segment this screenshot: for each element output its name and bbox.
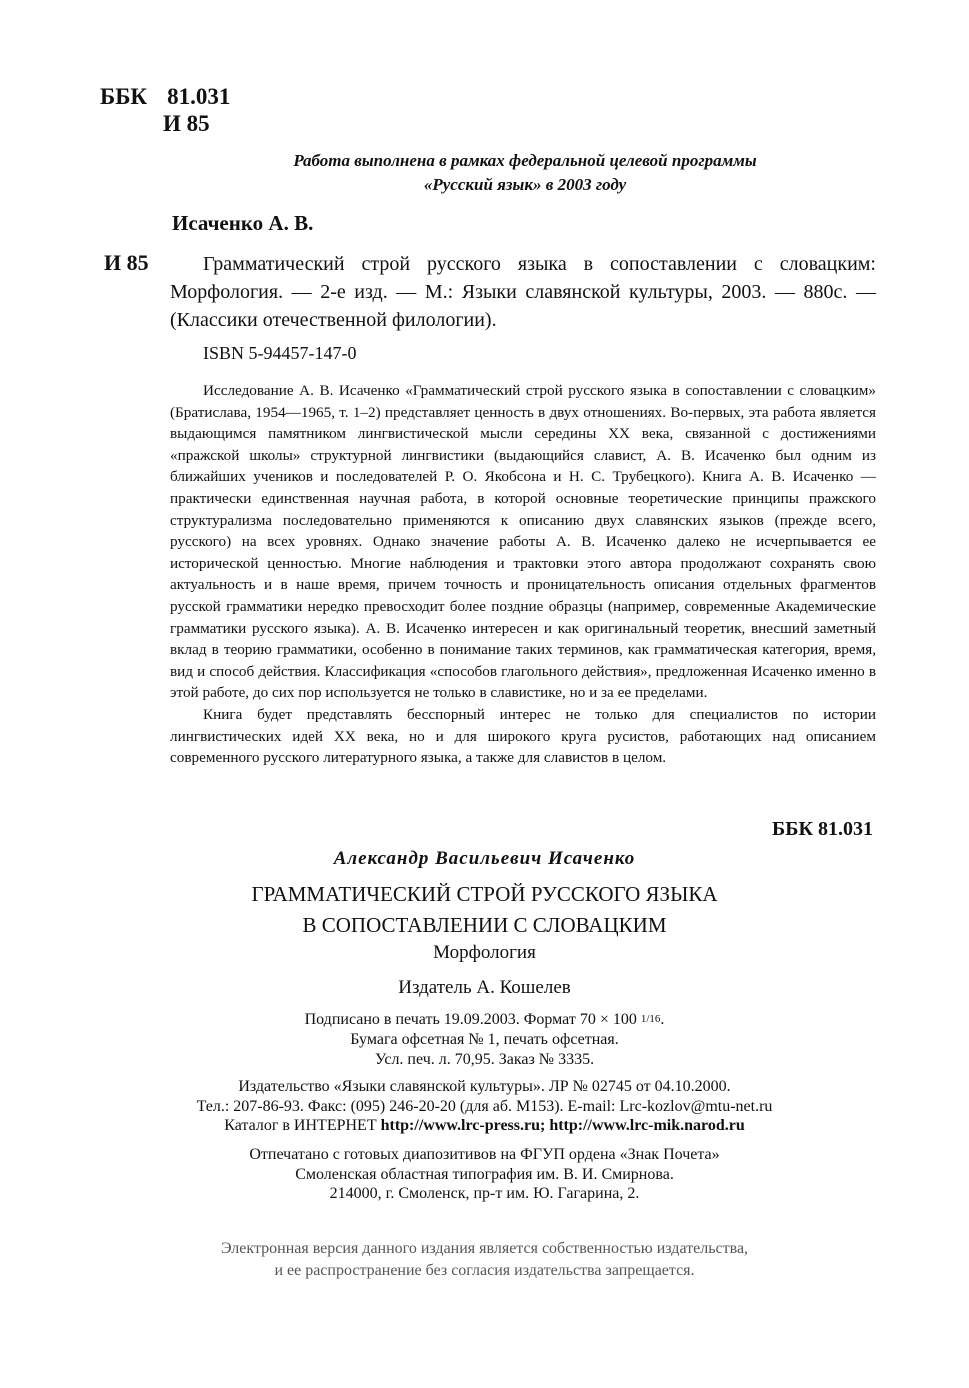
cutter-code: И 85: [104, 250, 149, 275]
sheets-info: Усл. печ. л. 70,95. Заказ № 3335.: [374, 1051, 595, 1068]
catalog: [0, 1116, 969, 1136]
author-heading: Исаченко А. В.: [172, 211, 314, 235]
book-title-line1: ГРАММАТИЧЕСКИЙ СТРОЙ РУССКОГО ЯЗЫКА: [251, 882, 718, 906]
printing-info: [0, 1145, 969, 1204]
contacts: Тел.: 207-86-93. Факс: (095) 246-20-20 (для аб. М153). E-mail: Lrc-kozlov@mtu-net.ru: [196, 1097, 773, 1115]
book-subtitle: Морфология: [433, 942, 536, 963]
publishing-house-info: [0, 1077, 969, 1136]
program-note-line2: «Русский язык» в 2003 году: [423, 175, 627, 194]
cutter-code-header: И 85: [163, 111, 210, 136]
annotation-paragraph: Книга будет представлять бесспорный интерес не только для специалистов по истории лингвистических идей XX века, но и для широкого круга русистов, работающих над описанием современного русского литературного языка, а также для славистов в целом.: [170, 705, 876, 767]
bibliographic-description: Грамматический строй русского языка в сопоставлении с словацким: Морфология. — 2-е изд. — М.: Языки славянской культуры, 2003. — 880с. — (Классики отечественной филологии).: [170, 253, 876, 331]
bbk-index: 81.031: [167, 84, 231, 109]
catalog-links: http://www.lrc-press.ru; http://www.lrc-mik.narod.ru: [380, 1117, 745, 1134]
bbk-label: ББК: [100, 84, 148, 109]
publishing-house: Издательство «Языки славянской культуры». ЛР № 02745 от 04.10.2000.: [238, 1078, 731, 1095]
annotation-paragraph: Исследование А. В. Исаченко «Грамматический строй русского языка в сопоставлении с словацким» (Братислава, 1954—1965, т. 1–2) представляет ценность в двух отношениях. Во-первых, эта работа является выдающимся памятником лингвистической мысли середины XX века, связанной с достижениями «пражской школы» структурной лингвистики (выдающийся славист, А. В. Исаченко был одним из ближайших учеников и последователей Р. О. Якобсона и Н. С. Трубецкого). Книга А. В. Исаченко — практически единственная научная работа, в которой основные теоретические принципы пражского структурализма последовательно применяются к описанию двух славянских языков (прежде всего, русского) на всех уровнях. Однако значение работы А. В. Исаченко далеко не исчерпывается ее исторической ценностью. Многие наблюдения и трактовки этого автора продолжают сохранять свою актуальность и в наше время, причем точность и проницательность описания отдельных фрагментов русской грамматики нередко превосходит более поздние образцы (например, современные Академические грамматики русского языка). А. В. Исаченко интересен и как оригинальный теоретик, внесший заметный вклад в теорию грамматики, особенно в понимание таких терминов, как грамматическая категория, время, вид и способ действия. Классификация «способов глагольного действия», предложенная Исаченко именно в этой работе, до сих пор используется не только в славистике, но и за ее пределами.: [170, 382, 876, 702]
book-title-line2: В СОПОСТАВЛЕНИИ С СЛОВАЦКИМ: [302, 913, 667, 937]
bbk-code: [100, 84, 230, 110]
full-author-name: Александр Васильевич Исаченко: [333, 848, 636, 869]
publisher: Издатель А. Кошелев: [398, 977, 571, 998]
program-note-line1: Работа выполнена в рамках федеральной целевой программы: [293, 151, 757, 170]
printed-line: Смоленская областная типография им. В. И. Смирнова.: [295, 1165, 674, 1183]
format-fraction: 1/16: [640, 1013, 661, 1025]
signed-to-print: Подписано в печать 19.09.2003. Формат 70 × 100 1/16.: [304, 1011, 665, 1028]
copyright-line: и ее распространение без согласия издательства запрещается.: [274, 1262, 695, 1279]
printed-line: Отпечатано с готовых диапозитивов на ФГУП ордена «Знак Почета»: [249, 1146, 720, 1163]
program-note: [270, 149, 780, 197]
catalog-label: Каталог в ИНТЕРНЕТ: [224, 1117, 377, 1134]
copyright-line: Электронная версия данного издания является собственностью издательства,: [220, 1240, 749, 1257]
copyright-notice: [0, 1238, 969, 1282]
annotation-bbk: ББК 81.031: [772, 818, 873, 840]
imprint-details: [0, 1009, 969, 1070]
printed-line: 214000, г. Смоленск, пр-т им. Ю. Гагарина, 2.: [329, 1185, 640, 1202]
isbn: ISBN 5-94457-147-0: [203, 343, 357, 363]
paper-info: Бумага офсетная № 1, печать офсетная.: [350, 1031, 619, 1048]
annotation: [170, 380, 876, 769]
